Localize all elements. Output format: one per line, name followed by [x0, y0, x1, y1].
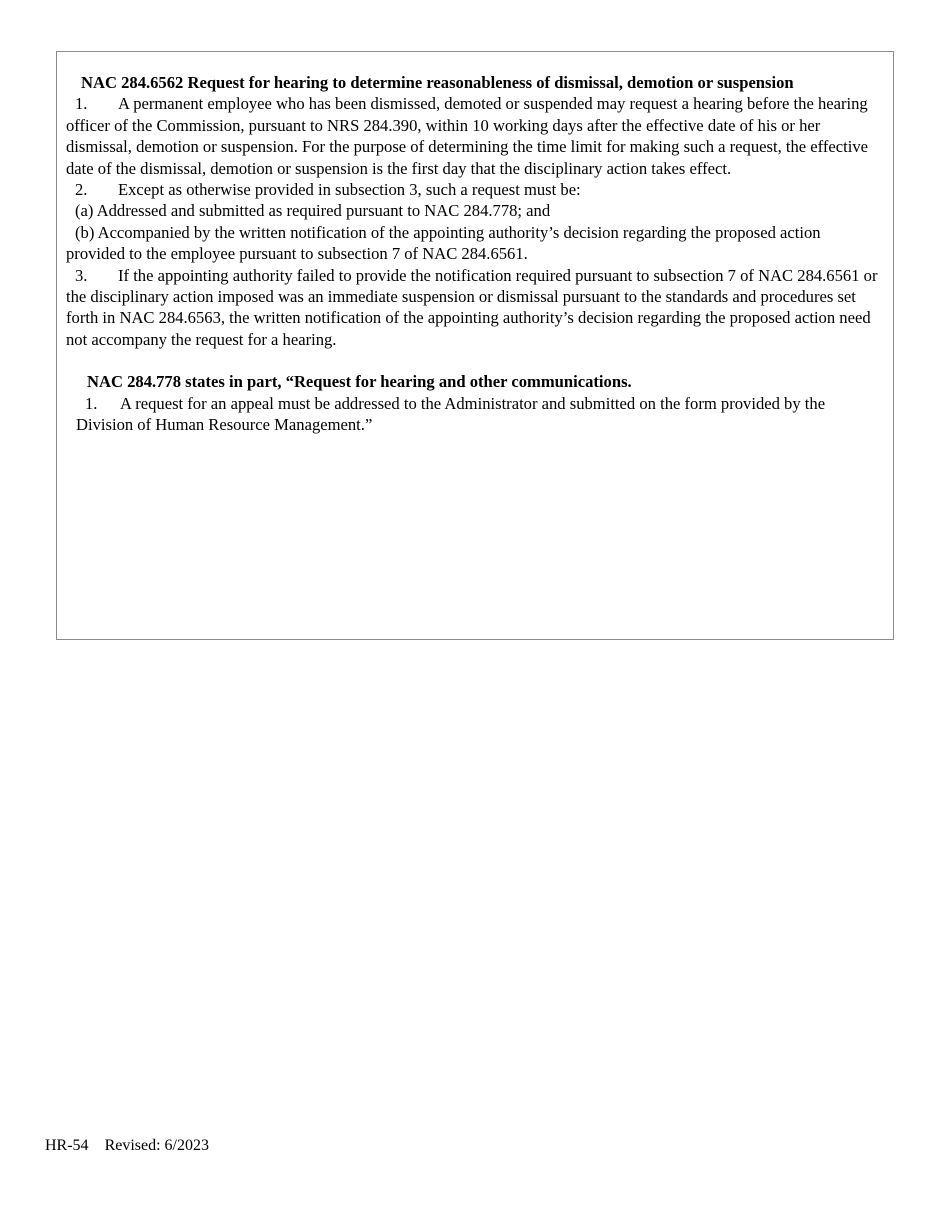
subsection-number: 3. — [75, 265, 88, 285]
subsection-text: If the appointing authority failed to provide the notification required pursuant to subsection 7 of NAC 284.6561 or the disciplinary action imposed was an immediate suspension or dismissal pursuant to the standards and procedures set forth in NAC 284.6563, the written notification of the appointing authority’s decision regarding the proposed action need not accompany the request for a hearing. — [66, 265, 878, 349]
subsection-1 — [66, 93, 878, 179]
nac-778-subsection-1 — [66, 393, 878, 436]
paragraph-2a: (a) Addressed and submitted as required pursuant to NAC 284.778; and — [75, 201, 551, 221]
subsection-number: 2. — [75, 180, 88, 200]
subsection-text: A request for an appeal must be addressed to the Administrator and submitted on the form provided by the Division of Human Resource Management.” — [76, 393, 826, 435]
subsection-number: 1. — [85, 393, 98, 413]
document-body — [66, 72, 878, 436]
subsection-3 — [66, 265, 878, 351]
section-spacer — [66, 350, 878, 371]
subsection-text: Except as otherwise provided in subsection 3, such a request must be: — [118, 180, 581, 200]
section-title-nac-284-778: NAC 284.778 states in part, “Request for hearing and other communications. — [87, 372, 632, 392]
revision-date: Revised: 6/2023 — [104, 1137, 209, 1154]
subsection-text: A permanent employee who has been dismissed, demoted or suspended may request a hearing before the hearing officer of the Commission, pursuant to NRS 284.390, within 10 working days after the effective date of his or her dismissal, demotion or suspension. For the purpose of determining the time limit for making such a request, the effective date of the dismissal, demotion or suspension is the first day that the disciplinary action takes effect. — [66, 94, 869, 178]
form-id: HR-54 — [45, 1137, 89, 1154]
subsection-2 — [66, 179, 878, 200]
paragraph-2b: (b) Accompanied by the written notification of the appointing authority’s decision regarding the proposed action provided to the employee pursuant to subsection 7 of NAC 284.6561. — [66, 222, 821, 264]
subsection-number: 1. — [75, 94, 88, 114]
section-title-nac-284-6562: NAC 284.6562 Request for hearing to determine reasonableness of dismissal, demotion or suspension — [81, 73, 794, 92]
page-footer — [45, 1136, 209, 1156]
